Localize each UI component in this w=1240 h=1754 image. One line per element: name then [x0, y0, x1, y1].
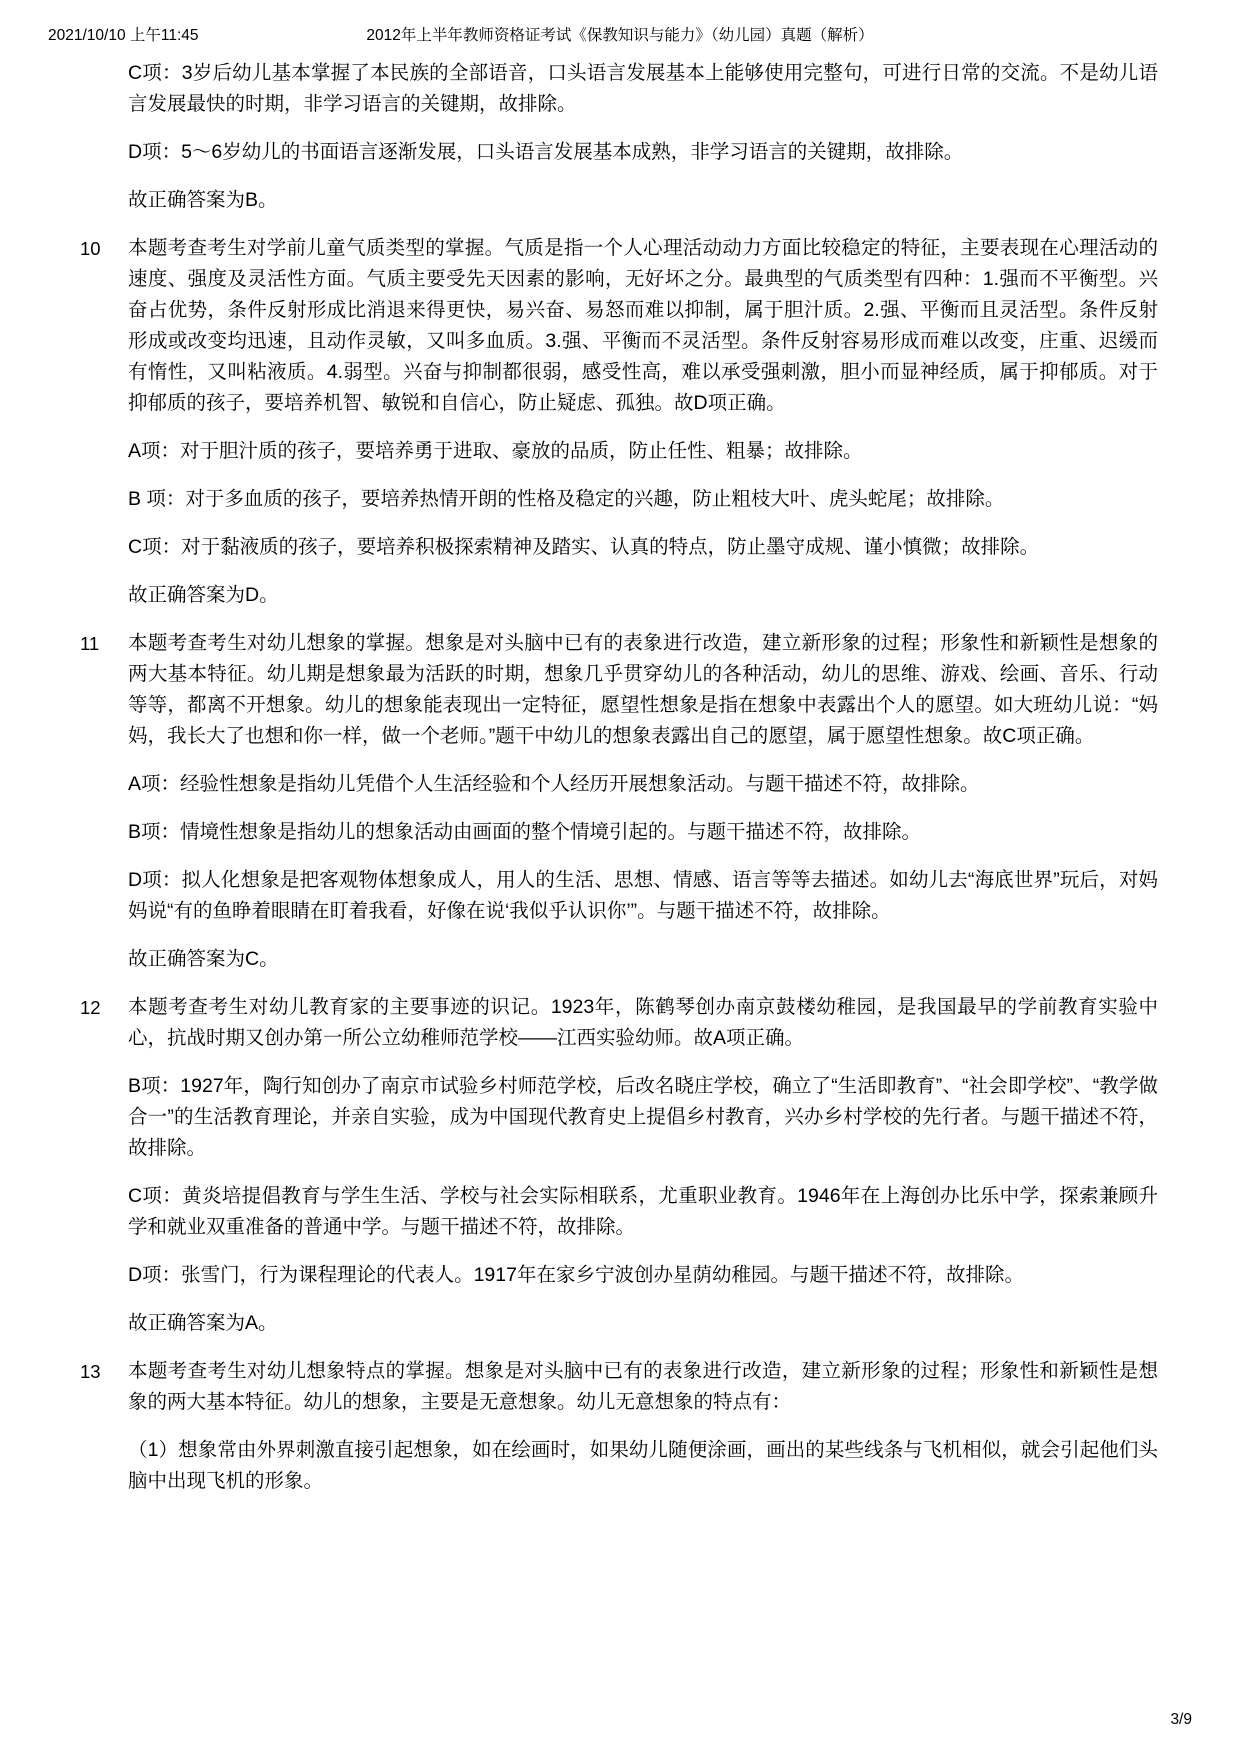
paragraph-text: C项：黄炎培提倡教育与学生生活、学校与社会实际相联系，尤重职业教育。1946年在上海创办比乐中学，探索兼顾升学和就业双重准备的普通中学。与题干描述不符，故排除。 — [128, 1185, 1158, 1238]
paragraph-text: （1）想象常由外界刺激直接引起想象，如在绘画时，如果幼儿随便涂画，画出的某些线条与飞机相似，就会引起他们头脑中出现飞机的形象。 — [128, 1439, 1158, 1492]
paragraph-text: B 项：对于多血质的孩子，要培养热情开朗的性格及稳定的兴趣，防止粗枝大叶、虎头蛇尾；故排除。 — [128, 488, 1005, 510]
paragraph-block — [78, 1260, 1158, 1291]
paragraph-text: D项：5～6岁幼儿的书面语言逐渐发展，口头语言发展基本成熟，非学习语言的关键期，故排除。 — [128, 141, 964, 163]
paragraph-block — [78, 185, 1158, 216]
question-block — [78, 1356, 1158, 1418]
paragraph-block — [78, 532, 1158, 563]
paragraph-block — [78, 1071, 1158, 1164]
question-block — [78, 233, 1158, 419]
paragraph-text: B项：1927年，陶行知创办了南京市试验乡村师范学校，后改名晓庄学校，确立了“生活即教育”、“社会即学校”、“教学做合一”的生活教育理论，并亲自实验，成为中国现代教育史上提倡乡村教育，兴办乡村学校的先行者。与题干描述不符，故排除。 — [128, 1075, 1158, 1159]
paragraph-text: D项：拟人化想象是把客观物体想象成人，用人的生活、思想、情感、语言等等去描述。如幼儿去“海底世界”玩后，对妈妈说“有的鱼睁着眼睛在盯着我看，好像在说‘我似乎认识你’”。与题干描述不符，故排除。 — [128, 869, 1158, 922]
page-footer — [0, 1710, 1240, 1730]
paragraph-text: 故正确答案为B。 — [128, 189, 278, 211]
paragraph-text: 本题考查考生对学前儿童气质类型的掌握。气质是指一个人心理活动动力方面比较稳定的特征，主要表现在心理活动的速度、强度及灵活性方面。气质主要受先天因素的影响，无好坏之分。最典型的气质类型有四种：1.强而不平衡型。兴奋占优势，条件反射形成比消退来得更快，易兴奋、易怒而难以抑制，属于胆汁质。2.强、平衡而且灵活型。条件反射形成或改变均迅速，且动作灵敏，又叫多血质。3.强、平衡而不灵活型。条件反射容易形成而难以改变，庄重、迟缓而有惰性，又叫粘液质。4.弱型。兴奋与抑制都很弱，感受性高，难以承受强刺激，胆小而显神经质，属于抑郁质。对于抑郁质的孩子，要培养机智、敏锐和自信心，防止疑虑、孤独。故D项正确。 — [128, 237, 1158, 414]
paragraph-text: A项：对于胆汁质的孩子，要培养勇于进取、豪放的品质，防止任性、粗暴；故排除。 — [128, 440, 863, 462]
paragraph-text: 本题考查考生对幼儿想象特点的掌握。想象是对头脑中已有的表象进行改造，建立新形象的过程；形象性和新颖性是想象的两大基本特征。幼儿的想象，主要是无意想象。幼儿无意想象的特点有： — [128, 1360, 1158, 1413]
paragraph-text: 故正确答案为C。 — [128, 948, 279, 970]
paragraph-block — [78, 769, 1158, 800]
question-number: 13 — [80, 1361, 101, 1382]
paragraph-text: 本题考查考生对幼儿想象的掌握。想象是对头脑中已有的表象进行改造，建立新形象的过程；形象性和新颖性是想象的两大基本特征。幼儿期是想象最为活跃的时期，想象几乎贯穿幼儿的各种活动，幼儿的思维、游戏、绘画、音乐、行动等等，都离不开想象。幼儿的想象能表现出一定特征，愿望性想象是指在想象中表露出个人的愿望。如大班幼儿说：“妈妈，我长大了也想和你一样，做一个老师。”题干中幼儿的想象表露出自己的愿望，属于愿望性想象。故C项正确。 — [128, 632, 1158, 747]
question-block — [78, 628, 1158, 752]
paragraph-block — [78, 484, 1158, 515]
paragraph-block — [78, 1308, 1158, 1339]
paragraph-block — [78, 436, 1158, 467]
paragraph-text: C项：对于黏液质的孩子，要培养积极探索精神及踏实、认真的特点，防止墨守成规、谨小慎微；故排除。 — [128, 536, 1040, 558]
document-body — [78, 58, 1158, 1497]
paragraph-block — [78, 580, 1158, 611]
header-date: 2021/10/10 上午11:45 — [48, 27, 199, 44]
paragraph-block — [78, 58, 1158, 120]
paragraph-text: B项：情境性想象是指幼儿的想象活动由画面的整个情境引起的。与题干描述不符，故排除。 — [128, 821, 922, 843]
paragraph-block — [78, 865, 1158, 927]
paragraph-block — [78, 817, 1158, 848]
paragraph-text: A项：经验性想象是指幼儿凭借个人生活经验和个人经历开展想象活动。与题干描述不符，故排除。 — [128, 773, 980, 795]
page-header — [0, 26, 1240, 50]
paragraph-block — [78, 944, 1158, 975]
paragraph-text: 故正确答案为A。 — [128, 1312, 278, 1334]
paragraph-block — [78, 1435, 1158, 1497]
paragraph-text: C项：3岁后幼儿基本掌握了本民族的全部语音，口头语言发展基本上能够使用完整句，可进行日常的交流。不是幼儿语言发展最快的时期，非学习语言的关键期，故排除。 — [128, 62, 1158, 115]
question-number: 12 — [80, 997, 101, 1018]
question-number: 11 — [80, 633, 100, 654]
question-number: 10 — [80, 238, 101, 259]
question-block — [78, 992, 1158, 1054]
paragraph-text: 故正确答案为D。 — [128, 584, 279, 606]
paragraph-block — [78, 137, 1158, 168]
paragraph-text: 本题考查考生对幼儿教育家的主要事迹的识记。1923年，陈鹤琴创办南京鼓楼幼稚园，是我国最早的学前教育实验中心，抗战时期又创办第一所公立幼稚师范学校——江西实验幼师。故A项正确。 — [128, 996, 1158, 1049]
header-title: 2012年上半年教师资格证考试《保教知识与能力》（幼儿园）真题（解析） — [366, 27, 874, 44]
page-indicator: 3/9 — [1170, 1711, 1192, 1728]
paragraph-text: D项：张雪门，行为课程理论的代表人。1917年在家乡宁波创办星荫幼稚园。与题干描述不符，故排除。 — [128, 1264, 1024, 1286]
paragraph-block — [78, 1181, 1158, 1243]
